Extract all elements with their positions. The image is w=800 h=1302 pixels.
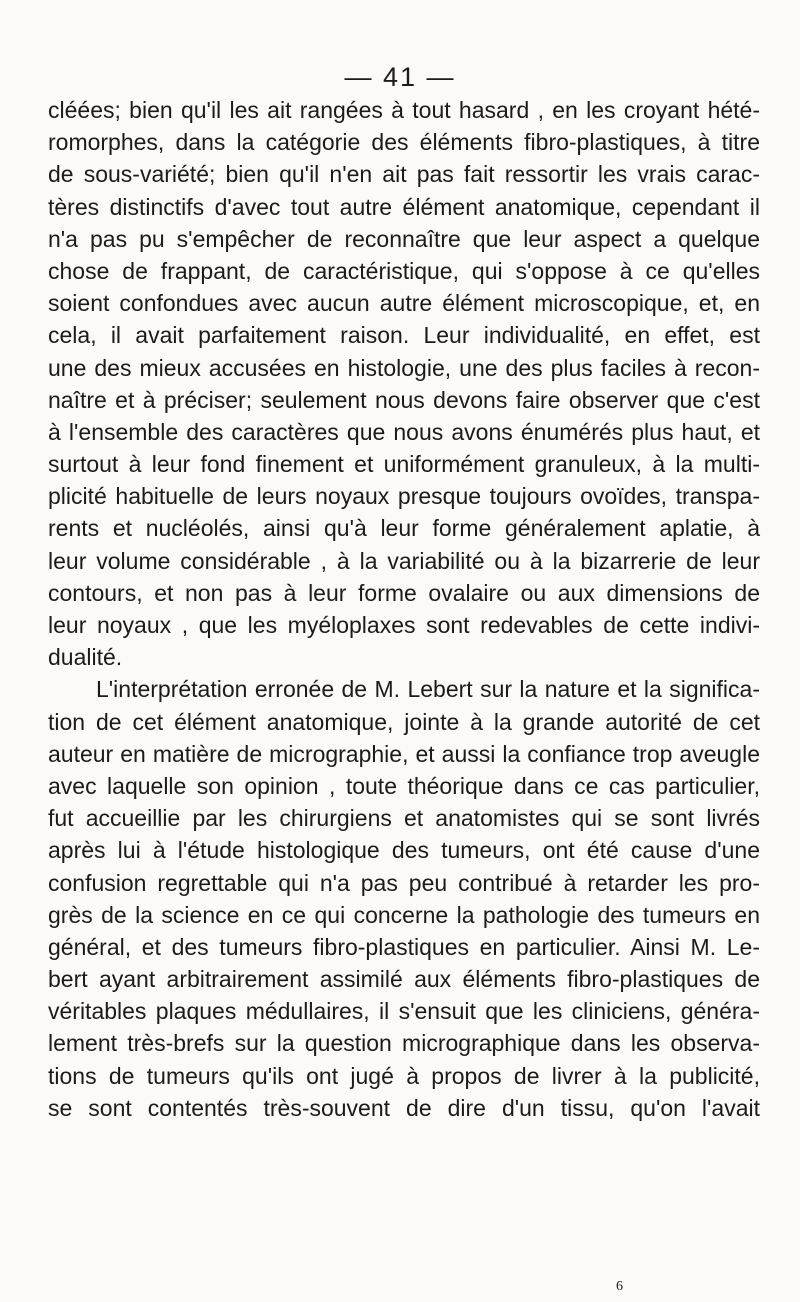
text-line: tions de tumeurs qu'ils ont jugé à propos de livrer à la publicité, <box>48 1062 760 1089</box>
paragraph-2 <box>48 673 760 1124</box>
text-line: romorphes, dans la catégorie des éléments fibro-plastiques, à titre <box>48 129 760 156</box>
text-line: véritables plaques médullaires, il s'ensuit que les cliniciens, généra- <box>48 998 760 1025</box>
page-number: — 41 — <box>344 62 456 92</box>
text-line: plicité habituelle de leurs noyaux presque toujours ovoïdes, transpa- <box>48 483 760 510</box>
text-line: après lui à l'étude histologique des tumeurs, ont été cause d'une <box>48 837 760 864</box>
text-line: de sous-variété; bien qu'il n'en ait pas fait ressortir les vrais carac- <box>48 161 760 188</box>
text-line: lement très-brefs sur la question micrographique dans les observa- <box>48 1030 760 1057</box>
text-line: surtout à leur fond finement et uniformément granuleux, à la multi- <box>48 451 760 478</box>
text-line: cela, il avait parfaitement raison. Leur individualité, en effet, est <box>48 322 760 349</box>
text-line: contours, et non pas à leur forme ovalaire ou aux dimensions de <box>48 579 760 606</box>
text-line: chose de frappant, de caractéristique, qui s'oppose à ce qu'elles <box>48 257 760 284</box>
text-line: se sont contentés très-souvent de dire d'un tissu, qu'on l'avait <box>48 1094 760 1121</box>
text-line: fut accueillie par les chirurgiens et anatomistes qui se sont livrés <box>48 805 760 832</box>
body-text <box>48 94 760 1124</box>
printer-signature: 6 <box>616 1279 623 1294</box>
text-line: rents et nucléolés, ainsi qu'à leur forme généralement aplatie, à <box>48 515 760 542</box>
text-line: leur noyaux , que les myéloplaxes sont redevables de cette indivi- <box>48 612 760 638</box>
text-line: L'interprétation erronée de M. Lebert sur la nature et la significa- <box>96 676 760 703</box>
text-line: général, et des tumeurs fibro-plastiques en particulier. Ainsi M. Le- <box>48 933 760 960</box>
text-line: une des mieux accusées en histologie, une des plus faciles à recon- <box>48 354 760 381</box>
text-line: naître et à préciser; seulement nous devons faire observer que c'est <box>48 386 760 413</box>
text-line: bert ayant arbitrairement assimilé aux éléments fibro-plastiques de <box>48 966 760 993</box>
text-line: confusion regrettable qui n'a pas peu contribué à retarder les pro- <box>48 869 760 896</box>
text-line: cléées; bien qu'il les ait rangées à tout hasard , en les croyant hété- <box>48 97 760 123</box>
text-line: n'a pas pu s'empêcher de reconnaître que leur aspect a quelque <box>48 225 760 252</box>
text-line: avec laquelle son opinion , toute théorique dans ce cas particulier, <box>48 772 760 799</box>
text-line: grès de la science en ce qui concerne la pathologie des tumeurs en <box>48 901 760 928</box>
text-line: soient confondues avec aucun autre élément microscopique, et, en <box>48 290 760 317</box>
text-line: leur volume considérable , à la variabilité ou à la bizarrerie de leur <box>48 547 760 574</box>
text-line: tères distinctifs d'avec tout autre élément anatomique, cependant il <box>48 193 760 220</box>
text-line: dualité. <box>48 644 123 671</box>
text-line: auteur en matière de micrographie, et aussi la confiance trop aveugle <box>48 740 760 767</box>
text-line: tion de cet élément anatomique, jointe à la grande autorité de cet <box>48 708 760 735</box>
text-line: à l'ensemble des caractères que nous avons énumérés plus haut, et <box>48 418 760 445</box>
paragraph-1 <box>48 94 760 673</box>
